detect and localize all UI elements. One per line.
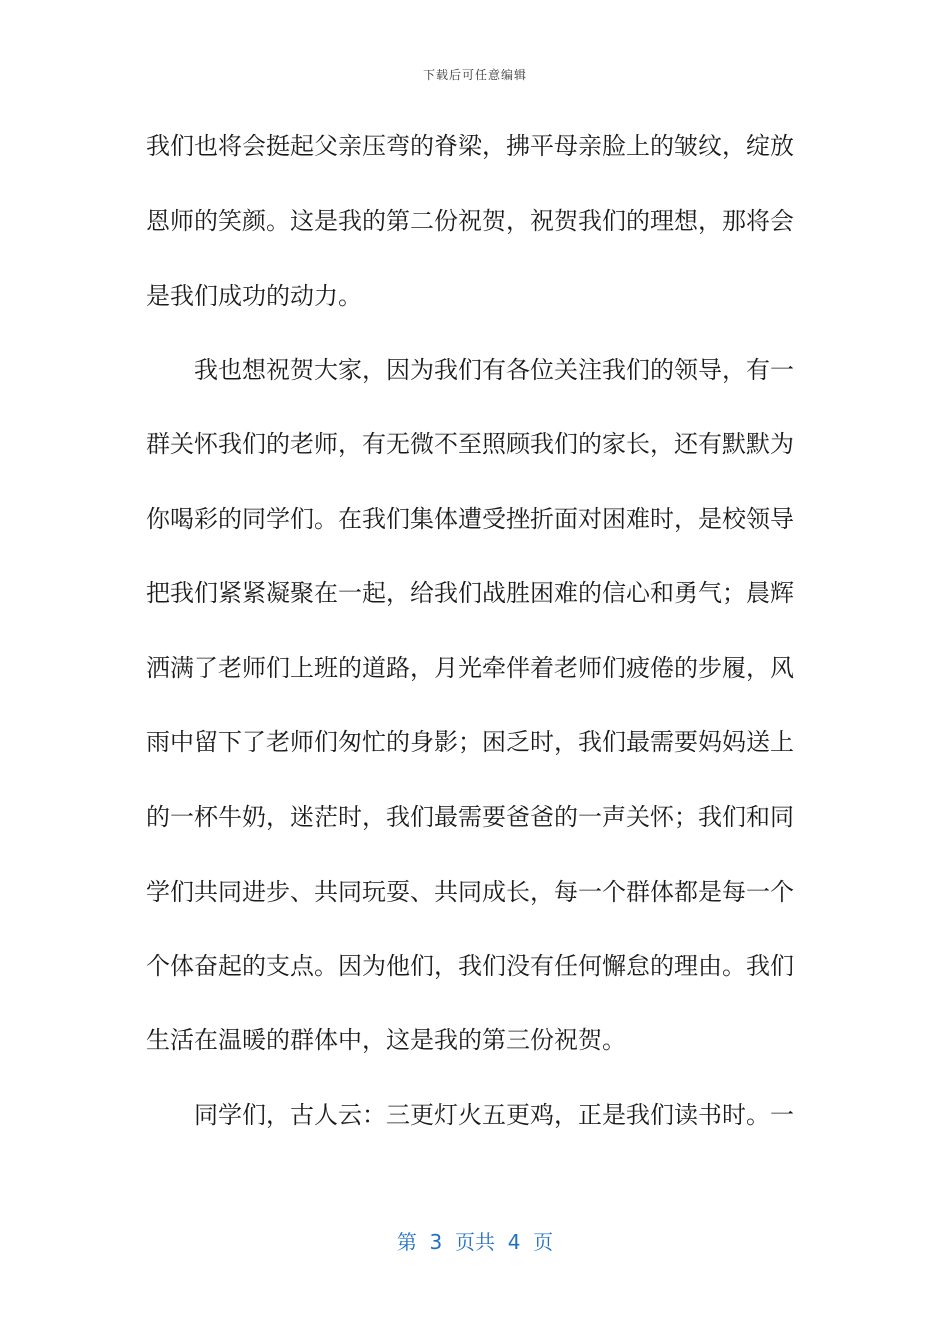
paragraph-1-line-2: 恩师的笑颜。这是我的第二份祝贺，祝贺我们的理想，那将会	[146, 207, 794, 235]
paragraph-1-line-3: 是我们成功的动力。	[146, 282, 362, 310]
paragraph-2-line-8: 学们共同进步、共同玩耍、共同成长，每一个群体都是每一个	[146, 878, 794, 906]
paragraph-2-line-4: 把我们紧紧凝聚在一起，给我们战胜困难的信心和勇气；晨辉	[146, 579, 794, 607]
paragraph-2-line-6: 雨中留下了老师们匆忙的身影；困乏时，我们最需要妈妈送上	[146, 728, 794, 756]
paragraph-2-line-9: 个体奋起的支点。因为他们，我们没有任何懈怠的理由。我们	[146, 952, 794, 980]
paragraph-2-line-1: 我也想祝贺大家，因为我们有各位关注我们的领导，有一	[194, 356, 794, 384]
paragraph-2-line-10: 生活在温暖的群体中，这是我的第三份祝贺。	[146, 1026, 626, 1054]
page-header: 下载后可任意编辑	[422, 68, 527, 82]
paragraph-3-line-1: 同学们，古人云：三更灯火五更鸡，正是我们读书时。一	[194, 1101, 794, 1129]
paragraph-2-line-2: 群关怀我们的老师，有无微不至照顾我们的家长，还有默默为	[146, 430, 794, 458]
paragraph-2-line-7: 的一杯牛奶，迷茫时，我们最需要爸爸的一声关怀；我们和同	[146, 803, 794, 831]
paragraph-2-line-5: 洒满了老师们上班的道路，月光牵伴着老师们疲倦的步履，风	[146, 654, 794, 682]
paragraph-1-line-1: 我们也将会挺起父亲压弯的脊梁，拂平母亲脸上的皱纹，绽放	[146, 132, 794, 160]
paragraph-2-line-3: 你喝彩的同学们。在我们集体遭受挫折面对困难时，是校领导	[146, 505, 794, 533]
page-number-footer: 第 3 页共 4 页	[396, 1230, 554, 1254]
